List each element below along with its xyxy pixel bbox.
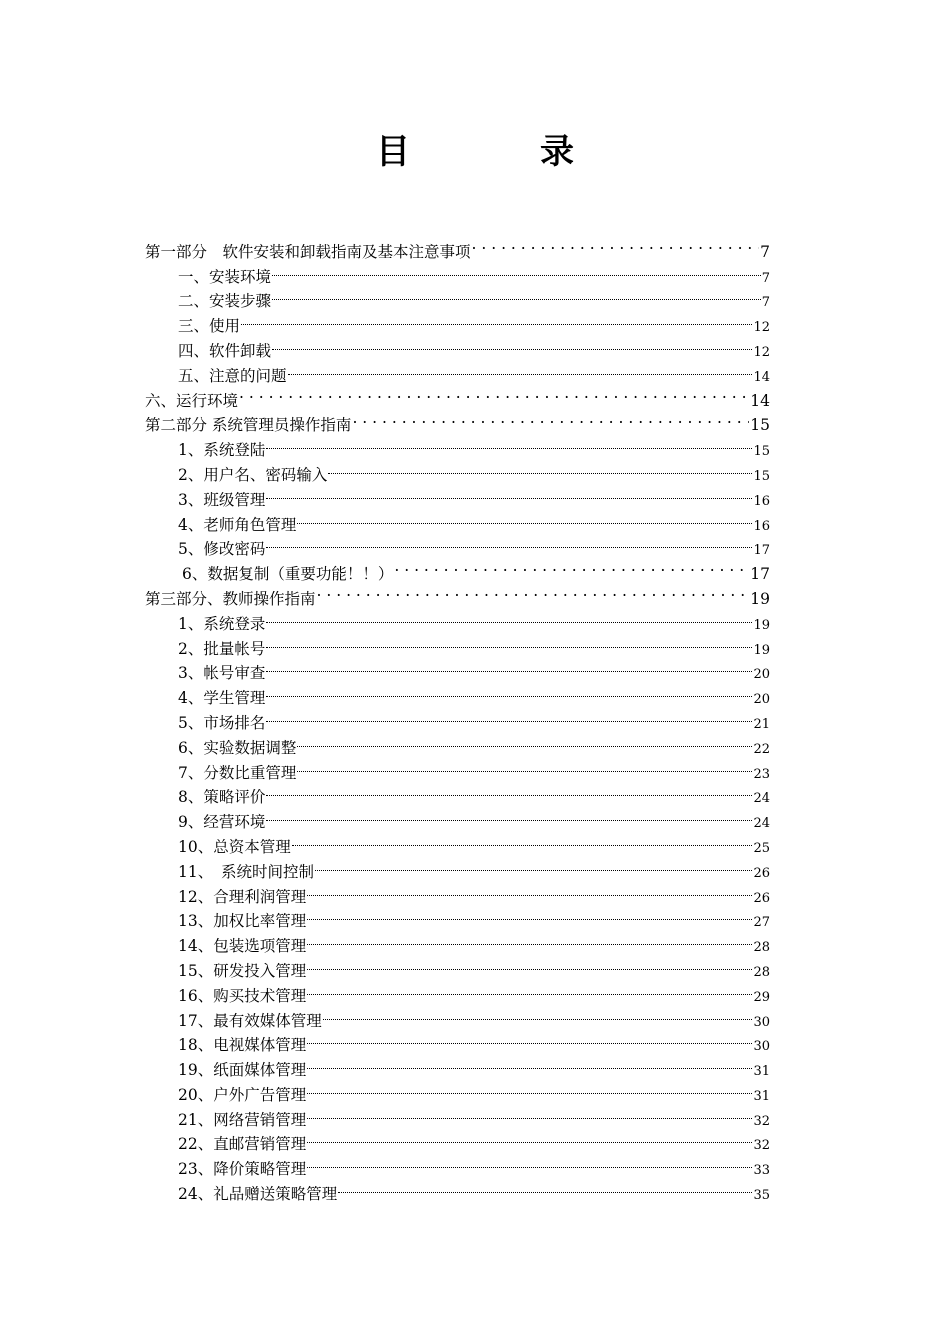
toc-page-number: 24: [753, 791, 770, 807]
toc-dot-leader: [352, 406, 749, 431]
toc-entry[interactable]: [145, 381, 770, 410]
toc-entry-title: 20、户外广告管理: [178, 1085, 307, 1104]
toc-entry-title: 第一部分 软件安装和卸载指南及基本注意事项: [145, 242, 471, 261]
toc-entry-title: 三、使用: [178, 317, 241, 336]
toc-page-number: 29: [753, 989, 770, 1005]
toc-page-number: 17: [750, 565, 770, 584]
toc-page-number: 24: [753, 816, 770, 832]
toc-page-number: 12: [753, 344, 770, 360]
toc-dot-leader: [307, 1125, 752, 1150]
toc-page-number: 32: [753, 1138, 770, 1154]
toc-dot-leader: [272, 282, 761, 307]
toc-entry[interactable]: [145, 406, 770, 435]
toc-page-number: 7: [761, 295, 770, 311]
toc-entry-title: 10、总资本管理: [178, 837, 291, 856]
toc-entry-title: 4、老师角色管理: [178, 515, 297, 534]
toc-entry-title: 16、购买技术管理: [178, 986, 307, 1005]
toc-entry-title: 3、帐号审查: [178, 664, 266, 683]
toc-entry-title: 4、学生管理: [178, 689, 266, 708]
toc-dot-leader: [297, 728, 752, 753]
toc-entry-title: 四、软件卸载: [178, 341, 272, 360]
toc-dot-leader: [307, 951, 752, 976]
toc-page-number: 31: [753, 1064, 770, 1080]
toc-dot-leader: [338, 1174, 752, 1199]
toc-entry-title: 22、直邮营销管理: [178, 1135, 307, 1154]
toc-dot-leader: [288, 356, 753, 381]
toc-dot-leader: [266, 778, 752, 803]
toc-dot-leader: [307, 877, 752, 902]
toc-entry-title: 5、市场排名: [178, 713, 266, 732]
toc-dot-leader: [266, 430, 752, 455]
toc-page-number: 14: [753, 369, 770, 385]
toc-entry-title: 第二部分 系统管理员操作指南: [145, 416, 352, 435]
toc-entry-title: 2、用户名、密码输入: [178, 465, 328, 484]
toc-dot-leader: [297, 505, 752, 530]
toc-dot-leader: [307, 1100, 752, 1125]
toc-page-number: 26: [753, 890, 770, 906]
toc-dot-leader: [307, 1050, 752, 1075]
toc-page-number: 19: [753, 642, 770, 658]
toc-dot-leader: [272, 257, 761, 282]
toc-page-number: 25: [753, 840, 770, 856]
toc-dot-leader: [472, 232, 760, 257]
toc-dot-leader: [272, 331, 752, 356]
toc-page-number: 15: [753, 468, 770, 484]
page-title: 目 录: [376, 132, 622, 172]
toc-entry-title: 6、实验数据调整: [178, 738, 297, 757]
toc-page-number: 31: [753, 1088, 770, 1104]
toc-entry-title: 5、修改密码: [178, 540, 266, 559]
toc-dot-leader: [315, 852, 752, 877]
toc-page-number: 7: [761, 270, 770, 286]
toc-dot-leader: [266, 678, 752, 703]
toc-entry-title: 19、纸面媒体管理: [178, 1061, 307, 1080]
toc-page-number: 14: [750, 391, 770, 410]
toc-page-number: 22: [753, 741, 770, 757]
toc-page-number: 19: [753, 617, 770, 633]
toc-entry-title: 24、礼品赠送策略管理: [178, 1185, 338, 1204]
toc-dot-leader: [266, 604, 752, 629]
toc-entry-title: 14、包装选项管理: [178, 937, 307, 956]
toc-page-number: 17: [753, 543, 770, 559]
toc-page-number: 21: [753, 716, 770, 732]
table-of-contents: [145, 232, 770, 1204]
toc-entry-title: 一、安装环境: [178, 267, 272, 286]
toc-dot-leader: [307, 976, 752, 1001]
toc-dot-leader: [266, 654, 752, 679]
toc-dot-leader: [266, 802, 752, 827]
toc-page-number: 16: [753, 493, 770, 509]
toc-entry-title: 17、最有效媒体管理: [178, 1011, 322, 1030]
toc-entry-title: 15、研发投入管理: [178, 961, 307, 980]
toc-entry-title: 6、数据复制（重要功能！！）: [182, 565, 394, 584]
toc-entry[interactable]: [145, 232, 770, 261]
toc-page-number: 12: [753, 320, 770, 336]
toc-dot-leader: [307, 902, 752, 927]
toc-entry-title: 21、网络营销管理: [178, 1110, 307, 1129]
toc-entry-title: 12、合理利润管理: [178, 887, 307, 906]
toc-page-number: 16: [753, 518, 770, 534]
toc-entry-title: 9、经营环境: [178, 813, 266, 832]
toc-page-number: 15: [750, 416, 770, 435]
toc-dot-leader: [292, 827, 753, 852]
toc-dot-leader: [307, 926, 752, 951]
toc-page-number: 15: [753, 444, 770, 460]
toc-page-number: 27: [753, 915, 770, 931]
toc-dot-leader: [307, 1075, 752, 1100]
toc-page-number: 35: [753, 1188, 770, 1204]
toc-dot-leader: [317, 579, 750, 604]
toc-dot-leader: [323, 1001, 753, 1026]
toc-dot-leader: [266, 703, 752, 728]
toc-dot-leader: [307, 1149, 752, 1174]
toc-entry-title: 8、策略评价: [178, 788, 266, 807]
toc-dot-leader: [266, 530, 752, 555]
toc-page-number: 7: [760, 242, 770, 261]
toc-page-number: 20: [753, 667, 770, 683]
toc-entry-title: 五、注意的问题: [178, 366, 287, 385]
toc-page-number: 28: [753, 964, 770, 980]
toc-entry-title: 7、分数比重管理: [178, 763, 297, 782]
toc-entry-title: 1、系统登录: [178, 614, 266, 633]
toc-dot-leader: [394, 554, 749, 579]
toc-dot-leader: [307, 1026, 752, 1051]
toc-page-number: 30: [753, 1014, 770, 1030]
toc-entry-title: 第三部分、教师操作指南: [145, 589, 316, 608]
toc-page-number: 19: [750, 589, 770, 608]
toc-page-number: 20: [753, 692, 770, 708]
toc-dot-leader: [241, 306, 752, 331]
toc-page-number: 26: [753, 865, 770, 881]
toc-dot-leader: [328, 455, 752, 480]
toc-page-number: 23: [753, 766, 770, 782]
toc-entry-title: 23、降价策略管理: [178, 1160, 307, 1179]
toc-entry-title: 18、电视媒体管理: [178, 1036, 307, 1055]
toc-page-number: 33: [753, 1163, 770, 1179]
toc-entry-title: 二、安装步骤: [178, 292, 272, 311]
toc-entry-title: 1、系统登陆: [178, 441, 266, 460]
toc-page-number: 28: [753, 940, 770, 956]
toc-entry-title: 六、运行环境: [145, 391, 239, 410]
toc-dot-leader: [239, 381, 749, 406]
toc-page-number: 30: [753, 1039, 770, 1055]
toc-entry-title: 2、批量帐号: [178, 639, 266, 658]
toc-entry-title: 3、班级管理: [178, 490, 266, 509]
toc-entry-title: 13、加权比率管理: [178, 912, 307, 931]
toc-dot-leader: [266, 629, 752, 654]
toc-dot-leader: [297, 753, 752, 778]
toc-page-number: 32: [753, 1113, 770, 1129]
toc-entry-title: 11、 系统时间控制: [178, 862, 314, 881]
toc-dot-leader: [266, 480, 752, 505]
